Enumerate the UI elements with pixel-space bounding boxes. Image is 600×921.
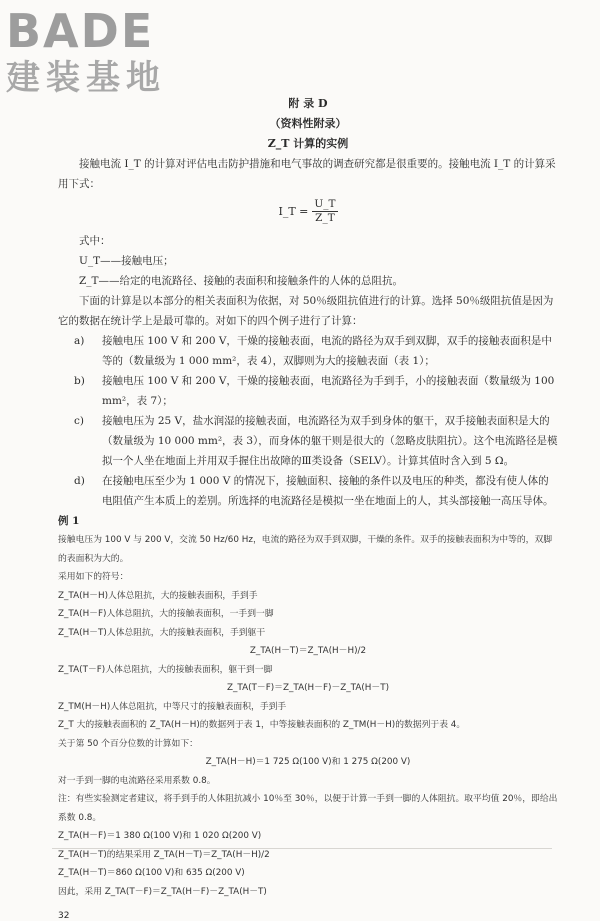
list-item-label: b) xyxy=(74,375,85,387)
example-formula: Z_TA(H－T)＝Z_TA(H－H)/2 xyxy=(249,646,367,656)
formula-lhs: I_T = xyxy=(278,205,309,218)
list-item-label: a) xyxy=(74,335,85,347)
list-item xyxy=(58,411,558,471)
list-item-label: d) xyxy=(74,475,85,487)
example-line: 接触电压为 100 V 与 200 V，交流 50 Hz/60 Hz，电流的路径为双手到双脚，干燥的条件。双手的接触表面积为中等的，双脚的表面积为大的。 xyxy=(58,535,553,564)
intro-paragraph: 接触电流 I_T 的计算对评估电击防护措施和电气事故的调查研究都是很重要的。接触电流 I_T 的计算采用下式： xyxy=(58,158,556,190)
list-item-label: c) xyxy=(74,415,84,427)
appendix-subtitle: （资料性附录） xyxy=(269,117,347,130)
example-formula: Z_TA(T－F)＝Z_TA(H－F)－Z_TA(H－T) xyxy=(226,683,390,693)
logo-subtitle: 建装基地 xyxy=(6,58,166,98)
formula-denominator: Z_T xyxy=(315,212,335,224)
list-item xyxy=(58,471,558,511)
paragraph-2: 下面的计算是以本部分的相关表面积为依据，对 50％级阻抗值进行的计算。选择 50％级阻抗值是因为它的数据在统计学上是最可靠的。对如下的四个例子进行了计算： xyxy=(58,295,554,327)
document-page xyxy=(58,94,558,921)
list-item xyxy=(58,331,558,371)
page-number: 32 xyxy=(58,911,70,921)
example-line: 采用如下的符号： xyxy=(58,572,129,582)
appendix-heading: Z_T 计算的实例 xyxy=(267,137,349,150)
current-formula xyxy=(58,198,558,225)
example-line: Z_TA(H－H)人体总阻抗，大的接触表面积，手到手 xyxy=(58,590,258,601)
example-body xyxy=(58,531,558,901)
list-item-text: 接触电压为 25 V，盐水润湿的接触表面，电流路径为双手到身体的躯干，双手接触表面积是大的（数量级为 10 000 mm²，表 3），而身体的躯干则是很大的（忽略皮肤阻抗）。这个电流路径是模拟一个人坐在地面上并用双手握住出故障的Ⅲ类设备（SELV）。计算其值时含入到 5 Ω。 xyxy=(102,415,558,467)
example-line: Z_TA(H－T)＝860 Ω(100 V)和 635 Ω(200 V) xyxy=(58,868,245,878)
example-title: 例 1 xyxy=(58,515,80,527)
list-item-text: 接触电压 100 V 和 200 V，干燥的接触表面，电流路径为手到手，小的接触表面（数量级为 100 mm²，表 7）； xyxy=(102,375,555,407)
example-line: Z_T 大的接触表面积的 Z_TA(H－H)的数据列于表 1，中等接触表面积的 Z_TM(H－H)的数据列于表 4。 xyxy=(58,720,466,730)
where-label: 式中： xyxy=(79,235,111,247)
example-line: 对一手到一脚的电流路径采用系数 0.8。 xyxy=(58,775,216,786)
example-line: 关于第 50 个百分位数的计算如下： xyxy=(58,738,198,749)
example-line: Z_TA(H－T)的结果采用 Z_TA(H－T)＝Z_TA(H－H)/2 xyxy=(58,849,270,860)
example-formula: Z_TA(H－H)＝1 725 Ω(100 V)和 1 275 Ω(200 V) xyxy=(205,757,411,767)
bade-logo xyxy=(6,6,196,106)
example-line: Z_TA(H－F)＝1 380 Ω(100 V)和 1 020 Ω(200 V) xyxy=(58,831,262,841)
example-line: Z_TA(H－T)人体总阻抗，大的接触表面积，手到躯干 xyxy=(58,627,266,638)
example-line: Z_TA(T－F)人体总阻抗，大的接触表面积，躯干到一脚 xyxy=(58,664,273,675)
list-item xyxy=(58,371,558,411)
list-item-text: 接触电压 100 V 和 200 V，干燥的接触表面，电流的路径为双手到双脚，双手的接触表面积是中等的（数量级为 1 000 mm²，表 4），双脚则为大的接触表面（表 1）； xyxy=(102,335,552,367)
where-ut: U_T——接触电压； xyxy=(79,255,174,267)
page-bottom-rule xyxy=(52,848,552,849)
example-line: Z_TM(H－H)人体总阻抗，中等尺寸的接触表面积，手到手 xyxy=(58,701,287,712)
list-item-text: 在接触电压至少为 1 000 V 的情况下，接触面积、接触的条件以及电压的种类，都没有使人体的电阻值产生本质上的差别。所选择的电流路径是模拟一坐在地面上的人，其头部接触一高压导体。 xyxy=(102,475,554,507)
appendix-title: 附 录 D xyxy=(288,97,328,110)
example-line: 因此，采用 Z_TA(T－F)＝Z_TA(H－F)－Z_TA(H－T) xyxy=(58,886,267,897)
formula-numerator: U_T xyxy=(314,198,336,210)
example-line: Z_TA(H－F)人体总阻抗，大的接触表面积，一手到一脚 xyxy=(58,609,274,619)
where-zt: Z_T——给定的电流路径、接触的表面积和接触条件的人体的总阻抗。 xyxy=(79,275,404,287)
example-note: 注：有些实验测定者建议，将手到手的人体阻抗减小 10％至 30％，以便于计算一手到一脚的人体阻抗。取平均值 20％，即给出系数 0.8。 xyxy=(58,794,558,823)
logo-wordmark: BADE xyxy=(6,4,155,58)
formula-fraction xyxy=(312,198,337,225)
